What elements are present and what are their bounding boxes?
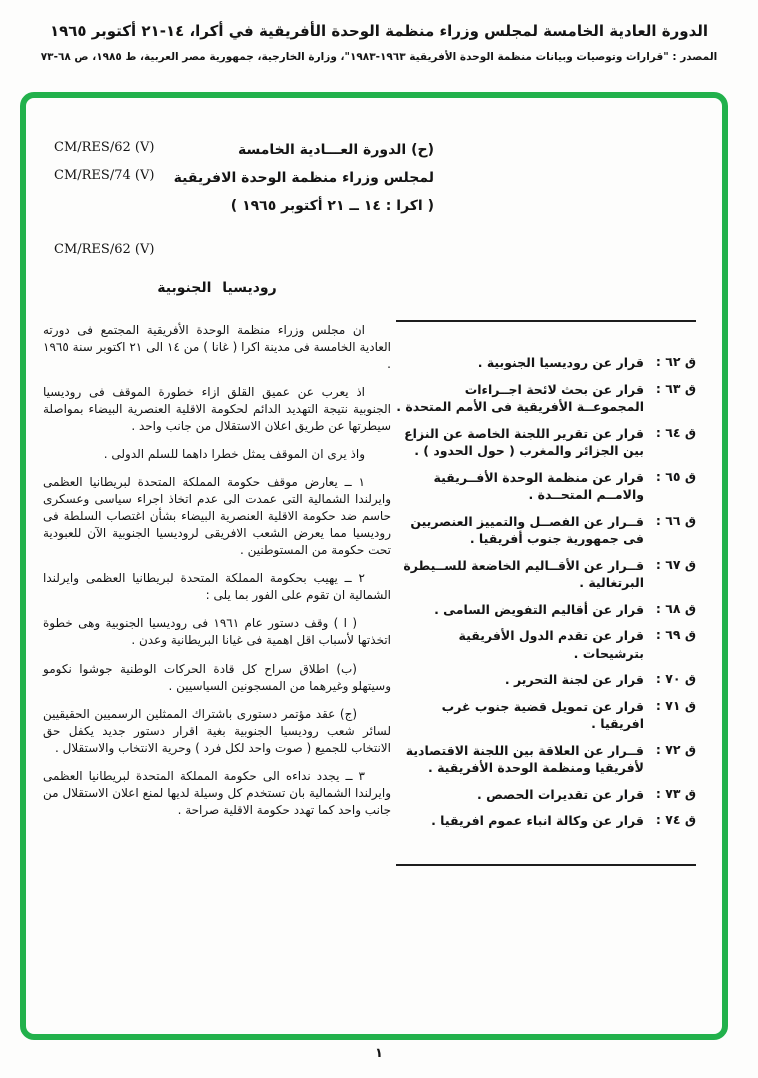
resolution-number: ق ٧١ : [655, 697, 696, 713]
resolution-text: قرار عن لجنة التحرير . [504, 672, 644, 687]
reference-codes-top [54, 140, 154, 196]
list-item [396, 425, 696, 460]
resolution-number: ق ٦٢ : [655, 354, 696, 369]
resolution-number: ق ٦٨ : [655, 600, 696, 616]
list-item [396, 513, 696, 548]
page-number: ١ [375, 1046, 383, 1061]
list-item [396, 601, 696, 619]
list-item [396, 812, 696, 830]
list-item [396, 742, 696, 777]
reference-code: CM/RES/74 (V) [54, 168, 155, 183]
reference-code: CM/RES/62 (V) [54, 140, 155, 155]
document-source-line: المصدر : "قرارات وتوصيات وبيانات منظمة الوحدة الأفريقية ١٩٦٣-١٩٨٣"، وزارة الخارجية، جمهورية مصر العربية، ط ١٩٨٥، ص ٦٨-٧٣ [40, 51, 718, 63]
resolution-text: قرار عن تقدم الدول الأفريقية بترشيحات . [458, 628, 644, 661]
resolution-subparagraph: (ج) عقد مؤتمر دستورى باشتراك الممثلين الرسميين الحقيقيين لسائر شعب روديسيا الجنوبية بغية اقرار دستور جديد يكفل حق الانتخاب للجميع ( صوت واحد لكل فرد ) وحرية الانتخاب والاستقلال . [43, 706, 391, 755]
page-header [0, 22, 758, 63]
divider-line-top [396, 320, 696, 322]
list-item [396, 671, 696, 689]
resolution-paragraph: ان مجلس وزراء منظمة الوحدة الأفريقية المجتمع فى دورته العادية الخامسة فى مدينة اكرا ( غانا ) من ١٤ الى ٢١ اكتوبر سنة ١٩٦٥ . [43, 323, 391, 372]
resolution-subparagraph: ( ا ) وقف دستور عام ١٩٦١ فى روديسيا الجنوبية وهى خطوة اتخذتها لأسباب اقل اهمية فى غيانا البريطانية وعدن . [43, 616, 391, 648]
resolution-text: قرار عن تقرير اللجنة الخاصة عن النزاع بين الجزائر والمغرب ( حول الحدود ) . [404, 425, 644, 458]
list-item [396, 354, 696, 372]
resolution-title: روديسيا الجنوبية [157, 280, 277, 296]
list-item [396, 786, 696, 804]
divider-line-bottom [396, 864, 696, 866]
resolution-paragraph: ٣ ــ يجدد نداءه الى حكومة المملكة المتحدة لبريطانيا العظمى وايرلندا الشمالية بان تستخدم كل وسيلة لديها لمنع اعلان الاستقلال من جانب واحد كما تهدد حكومة الاقلية صراحة . [43, 768, 391, 817]
session-heading-line1: (ح) الدورة العـــادية الخامسة [238, 142, 434, 158]
document-title: الدورة العادية الخامسة لمجلس وزراء منظمة الوحدة الأفريقية في أكرا، ١٤-٢١ أكتوبر ١٩٦٥ [49, 22, 709, 40]
session-heading-line3: ( اكرا : ١٤ ــ ٢١ أكتوبر ١٩٦٥ ) [230, 198, 434, 214]
document-frame [20, 92, 728, 1040]
resolution-paragraph: ٢ ــ يهيب بحكومة المملكة المتحدة لبريطانيا العظمى وايرلندا الشمالية ان تقوم على الفور بما يلى : [43, 571, 391, 603]
resolution-text-column [43, 280, 391, 830]
resolution-text: قرار عن تمويل قضية جنوب غرب افريقيا . [441, 698, 644, 731]
resolution-text: قــرار عن الأقــاليم الخاضعة للســيطرة البرتغالية . [403, 557, 644, 590]
session-heading-line2: لمجلس وزراء منظمة الوحدة الافريقية [173, 170, 434, 186]
resolution-number: ق ٦٩ : [655, 627, 696, 642]
resolution-number: ق ٦٣ : [655, 380, 696, 396]
resolution-number: ق ٧٤ : [655, 812, 696, 827]
resolution-text: قــرار عن الفصــل والتمييز العنصريين فى جمهورية جنوب أفريقيا . [410, 513, 644, 546]
resolution-subparagraph: (ب) اطلاق سراح كل قادة الحركات الوطنية جوشوا نكومو وسيتهلو وغيرهما من المسجونين السياسيين . [43, 661, 391, 693]
resolution-text: قرار عن منظمة الوحدة الأفــريقية والامــم المتحــدة . [433, 469, 644, 502]
resolution-paragraph: ١ ــ يعارض موقف حكومة المملكة المتحدة لبريطانيا العظمى وايرلندا الشمالية التى عمدت الى عدم اتخاذ اجراء سياسى وعسكرى حاسم ضد حكومة الاقلية العنصرية البيضاء بشأن اغتصاب السلطة فى روديسيا مما يعرض الشعب الافريقى لروديسيا الجنوبية الآن للعبودية تحت حكومة من المستوطنين . [43, 475, 391, 558]
resolution-text: قرار عن تقديرات الحصص . [477, 786, 644, 802]
resolution-number: ق ٧٣ : [655, 785, 696, 801]
reference-code-body: CM/RES/62 (V) [54, 242, 155, 257]
resolution-text: قرار عن أقاليم التفويض السامى . [434, 601, 644, 617]
resolution-number: ق ٦٥ : [655, 468, 696, 484]
resolution-text: قرار عن وكالة انباء عموم افريقيا . [431, 813, 644, 828]
resolution-number: ق ٦٧ : [655, 556, 696, 572]
resolution-number: ق ٦٦ : [655, 512, 696, 528]
list-item [396, 381, 696, 416]
resolution-paragraph: اذ يعرب عن عميق القلق ازاء خطورة الموقف فى روديسيا الجنوبية نتيجة التهديد الدائم لحكومة الاقلية العنصرية البيضاء بمواصلة سيطرتها عن طريق اعلان الاستقلال من جانب واحد . [43, 385, 391, 434]
list-item [396, 627, 696, 662]
resolution-number: ق ٦٤ : [655, 424, 696, 440]
resolution-number: ق ٧٢ : [655, 741, 696, 757]
resolution-text: قــرار عن العلاقة بين اللجنة الاقتصادية لأفريقيا ومنظمة الوحدة الأفريقية . [405, 742, 644, 775]
list-item [396, 698, 696, 733]
list-item [396, 557, 696, 592]
resolution-text: قرار عن روديسيا الجنوبية . [477, 355, 644, 370]
list-item [396, 469, 696, 504]
resolution-number: ق ٧٠ : [655, 671, 696, 686]
resolutions-index-list [396, 354, 696, 830]
resolution-paragraph: واذ يرى ان الموقف يمثل خطرا داهما للسلم الدولى . [103, 447, 365, 462]
resolution-text: قرار عن بحث لائحة اجــراءات المجموعــة الأفريقية فى الأمم المتحدة . [396, 381, 644, 414]
resolutions-index-column [396, 320, 696, 866]
session-heading [174, 136, 434, 220]
